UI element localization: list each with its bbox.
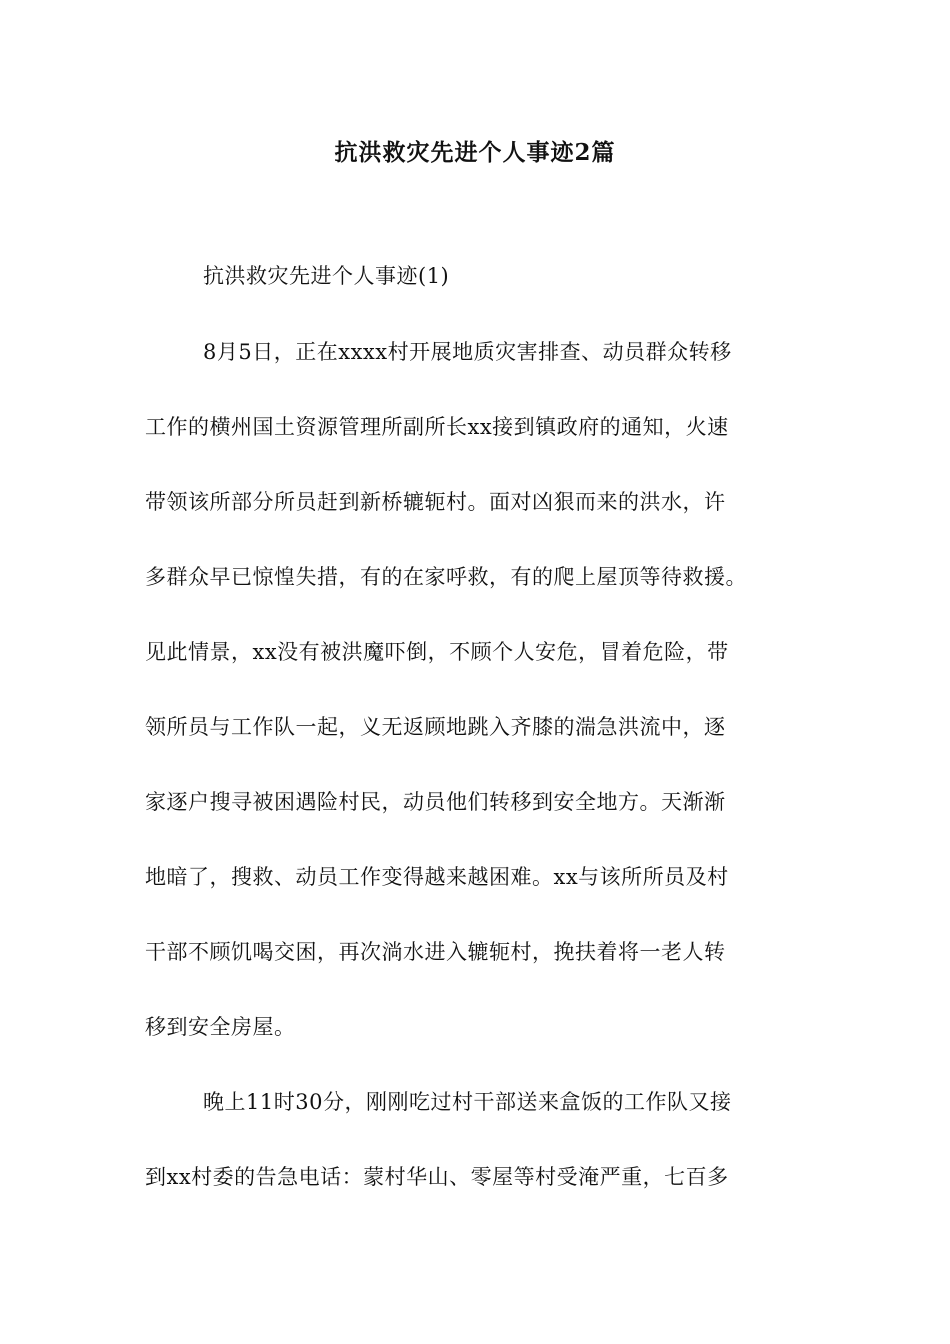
paragraph-line: 干部不顾饥喝交困，再次淌水进入辘轭村，挽扶着将一老人转 <box>145 940 726 964</box>
paragraph-line: 移到安全房屋。 <box>145 1015 296 1039</box>
section-heading: 抗洪救灾先进个人事迹(1) <box>203 264 450 288</box>
paragraph-line: 8月5日，正在xxxx村开展地质灾害排查、动员群众转移 <box>203 340 732 364</box>
paragraph-line: 晚上11时30分，刚刚吃过村干部送来盒饭的工作队又接 <box>203 1090 732 1114</box>
paragraph-line: 领所员与工作队一起，义无返顾地跳入齐膝的湍急洪流中，逐 <box>145 715 726 739</box>
paragraph-line: 见此情景，xx没有被洪魔吓倒，不顾个人安危，冒着危险，带 <box>145 640 729 664</box>
paragraph-line: 家逐户搜寻被困遇险村民，动员他们转移到安全地方。天渐渐 <box>145 790 726 814</box>
paragraph-line: 地暗了，搜救、动员工作变得越来越困难。xx与该所所员及村 <box>145 865 729 889</box>
paragraph-line: 工作的横州国土资源管理所副所长xx接到镇政府的通知，火速 <box>145 415 729 439</box>
paragraph-line: 到xx村委的告急电话：蒙村华山、零屋等村受淹严重，七百多 <box>145 1165 729 1189</box>
document-title: 抗洪救灾先进个人事迹2篇 <box>334 139 616 166</box>
paragraph-line: 多群众早已惊惶失措，有的在家呼救，有的爬上屋顶等待救援。 <box>145 565 747 589</box>
paragraph-line: 带领该所部分所员赶到新桥辘轭村。面对凶狠而来的洪水，许 <box>145 490 726 514</box>
